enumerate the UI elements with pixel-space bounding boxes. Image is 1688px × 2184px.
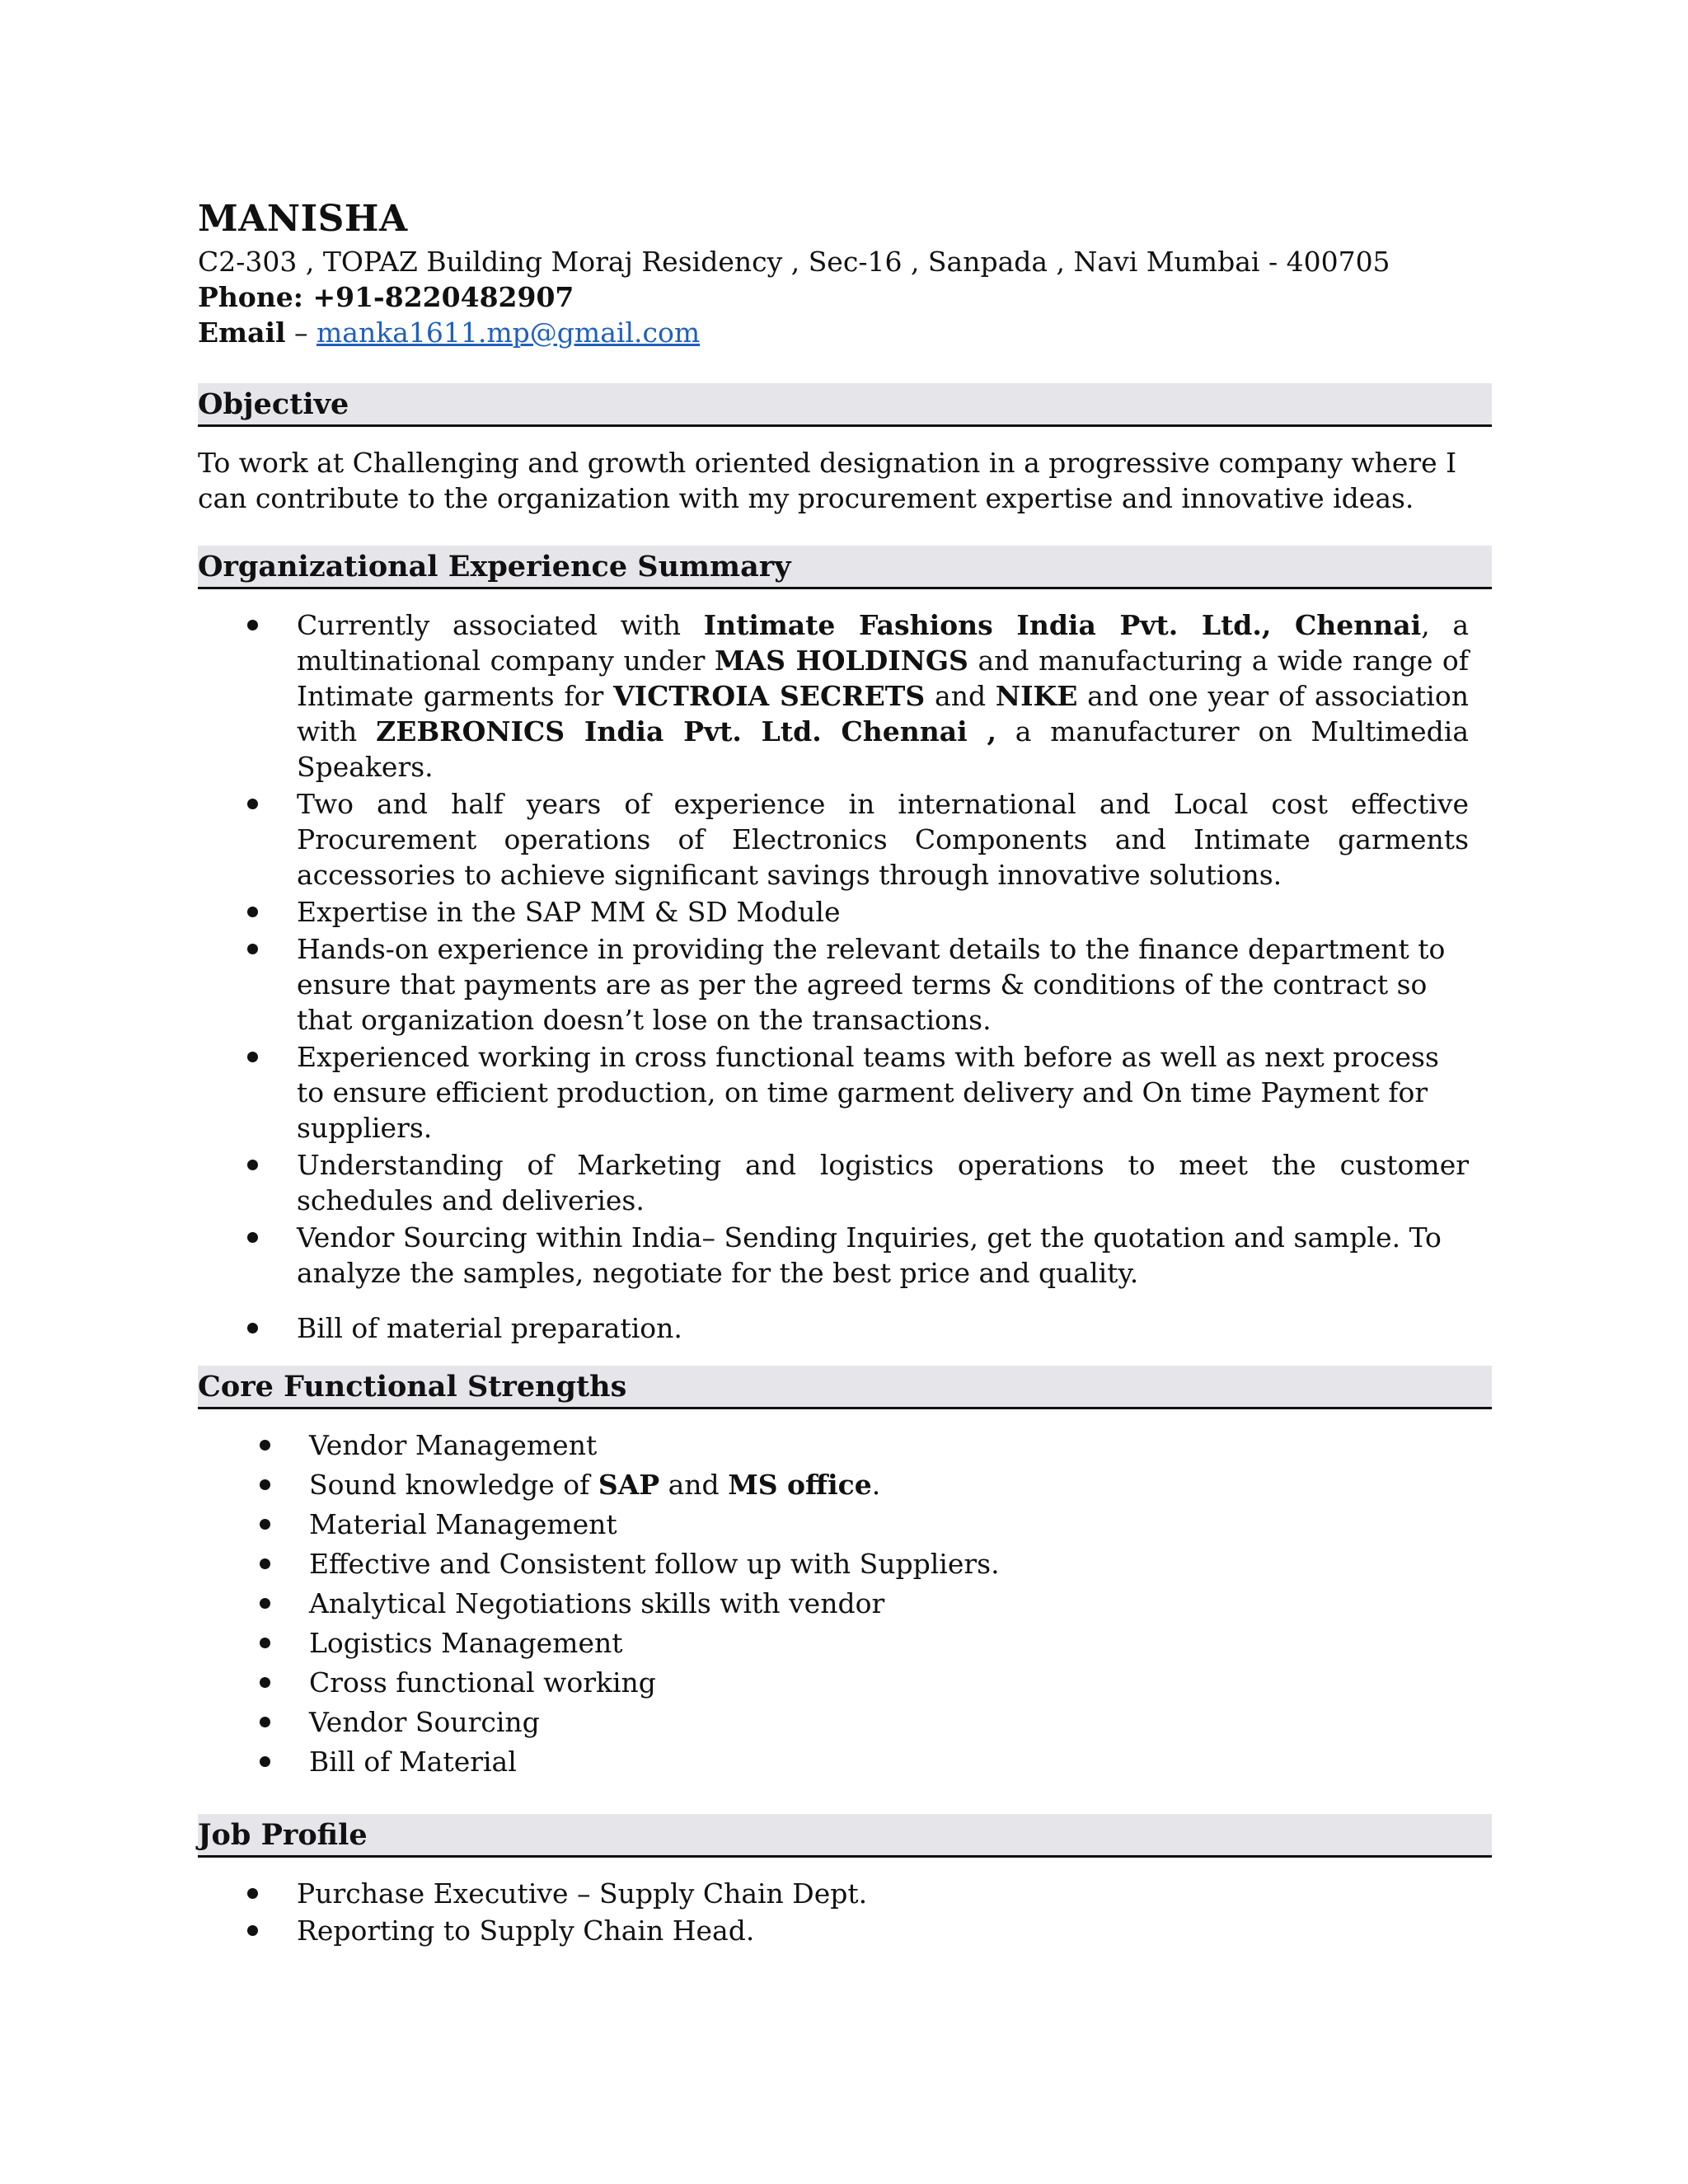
bullet-icon [260,1558,270,1569]
email-label: Email [198,316,286,349]
section-title-objective: Objective [198,387,349,421]
experience-list [198,607,1492,1346]
item-text: Bill of Material [309,1746,517,1778]
item-text: and [925,680,996,712]
bullet-icon [247,944,258,954]
list-item [198,1586,1492,1621]
item-text: Purchase Executive – Supply Chain Dept. [297,1877,868,1910]
bullet-icon [247,907,258,917]
section-header-job-profile [198,1814,1492,1858]
strengths-list [198,1427,1492,1779]
phone-number: +91-8220482907 [303,281,574,313]
item-text: and manufacturing a wide range of Intimate garments for [297,644,1470,712]
resume-content [198,196,1492,1950]
email-line [198,315,1492,350]
bullet-icon [247,1925,258,1936]
item-text: Vendor Management [309,1429,598,1461]
list-item [198,1220,1492,1291]
bullet-icon [260,1519,270,1530]
item-text: Material Management [309,1508,617,1540]
item-text: Expertise in the SAP MM & SD Module [297,896,841,928]
bullet-icon [260,1479,270,1490]
bullet-icon [260,1756,270,1767]
bullet-icon [247,1888,258,1899]
bullet-icon [247,620,258,630]
item-text: and [659,1469,729,1501]
list-item [198,1310,1492,1346]
item-text: Vendor Sourcing [309,1706,540,1738]
address-line: C2-303 , TOPAZ Building Moraj Residency , Sec-16 , Sanpada , Navi Mumbai - 400705 [198,246,1390,278]
item-text: Currently associated with [297,609,704,641]
bullet-icon [260,1638,270,1648]
item-text: and one year of association with [297,680,1469,748]
bullet-icon [247,1323,258,1333]
item-bold-text: Intimate Fashions India Pvt. Ltd., Chennai [703,609,1422,641]
bullet-icon [247,799,258,809]
item-text: Cross functional working [309,1666,656,1699]
section-title-job-profile: Job Profile [198,1818,368,1852]
section-header-experience [198,546,1492,589]
list-item [198,1704,1492,1740]
item-bold-text: SAP [598,1469,660,1501]
item-bold-text: MS office [728,1469,872,1501]
list-item [198,786,1492,893]
item-text: a manufacturer on Multimedia Speakers. [297,715,1469,783]
list-item [198,1039,1492,1146]
item-text: Two and half years of experience in international and Local cost effective Procurement operations of Electronics Components and Intimate garments accessories to achieve significant savings through innovative solutions. [297,788,1469,891]
list-item [198,931,1492,1038]
list-item [198,1546,1492,1582]
bullet-icon [247,1052,258,1062]
bullet-icon [260,1440,270,1451]
list-item [198,894,1492,930]
item-text: Effective and Consistent follow up with Suppliers. [309,1548,1000,1580]
item-bold-text: VICTROIA SECRETS [613,680,926,712]
item-text: Sound knowledge of [309,1469,598,1501]
item-text: Analytical Negotiations skills with vendor [309,1587,885,1619]
section-title-strengths: Core Functional Strengths [198,1370,627,1404]
item-bold-text: MAS HOLDINGS [715,644,968,677]
item-bold-text: NIKE [995,680,1078,712]
section-header-objective [198,383,1492,427]
list-item [198,1507,1492,1542]
bullet-icon [260,1677,270,1688]
objective-text: To work at Challenging and growth oriented designation in a progressive company where I can contribute to the organization with my procurement expertise and innovative ideas. [198,447,1457,514]
bullet-icon [247,1160,258,1170]
item-text: Vendor Sourcing within India– Sending Inquiries, get the quotation and sample. To analyze the samples, negotiate for the best price and quality. [297,1221,1442,1289]
list-item [198,1744,1492,1779]
item-text: Experienced working in cross functional teams with before as well as next process to ensure efficient production, on time garment delivery and On time Payment for suppliers. [297,1041,1439,1144]
item-text: , a multinational company under [297,609,1470,677]
section-title-experience: Organizational Experience Summary [198,550,791,583]
list-item [198,1665,1492,1700]
candidate-name: MANISHA [198,198,408,240]
list-item [198,1625,1492,1661]
bullet-icon [260,1598,270,1609]
bullet-icon [247,1232,258,1243]
item-text: Logistics Management [309,1627,623,1659]
phone-line [198,279,1492,315]
section-header-strengths [198,1366,1492,1409]
item-text: Understanding of Marketing and logistics operations to meet the customer schedules and deliveries. [297,1149,1469,1216]
list-item [198,1427,1492,1463]
item-text: Reporting to Supply Chain Head. [297,1915,755,1947]
item-text: . [871,1469,881,1501]
email-separator: – [285,316,317,349]
item-text: Hands-on experience in providing the relevant details to the finance department to ensure that payments are as per the agreed terms & conditions of the contract so that organization doesn’t lose on the transactions. [297,933,1446,1036]
list-item [198,607,1492,785]
item-bold-text: ZEBRONICS India Pvt. Ltd. Chennai , [376,715,996,748]
list-item [198,1913,1492,1948]
bullet-icon [260,1717,270,1727]
job-profile-list [198,1876,1492,1948]
list-item [198,1876,1492,1911]
list-item [198,1467,1492,1502]
item-text: Bill of material preparation. [297,1312,682,1344]
list-item [198,1147,1492,1218]
email-link[interactable]: manka1611.mp@gmail.com [316,316,701,349]
phone-label: Phone: [198,281,303,313]
